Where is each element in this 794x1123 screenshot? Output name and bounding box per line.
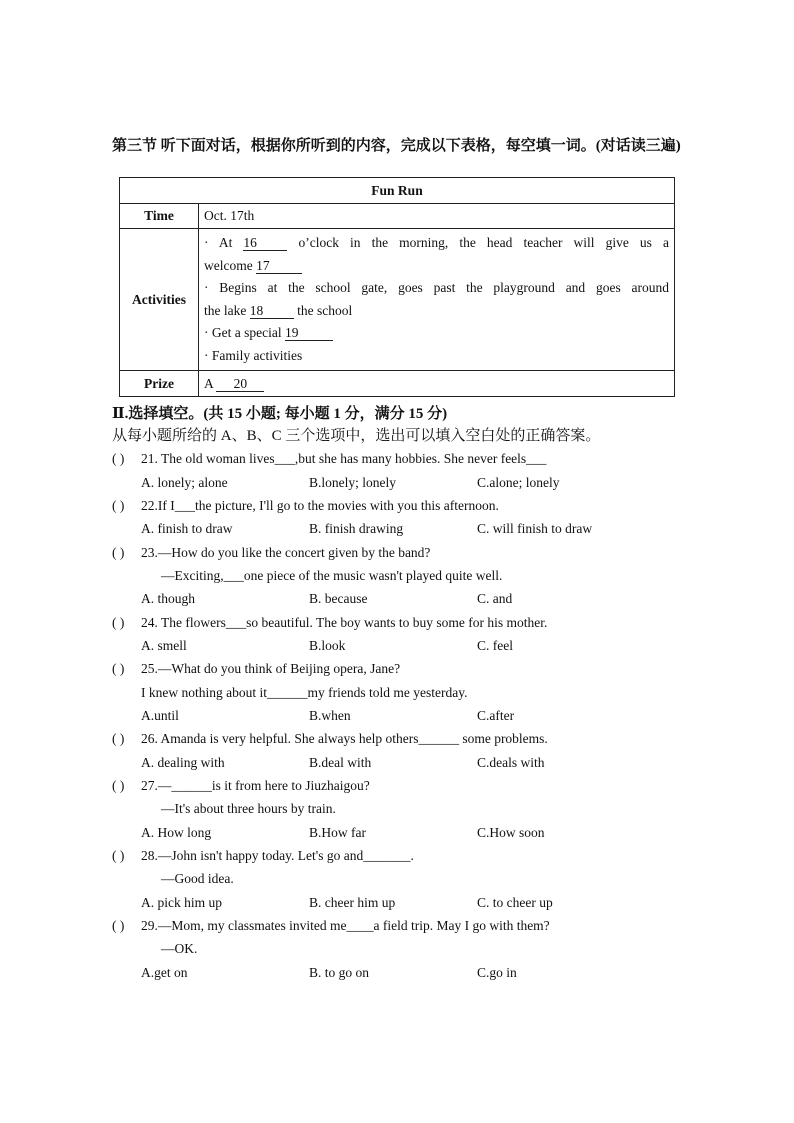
answer-paren[interactable]: ( ) bbox=[112, 848, 125, 863]
activities-cell bbox=[199, 229, 675, 371]
activity-text: o’clock in the morning, the head teacher will give us a bbox=[287, 235, 669, 250]
blank-20[interactable]: 20 bbox=[216, 376, 264, 392]
option-c[interactable]: C. and bbox=[477, 591, 513, 606]
option-b[interactable]: B.when bbox=[309, 708, 351, 723]
option-a[interactable]: A. finish to draw bbox=[141, 521, 233, 536]
option-a[interactable]: A. How long bbox=[141, 825, 212, 840]
question-text: 25.—What do you think of Beijing opera, Jane? bbox=[141, 661, 401, 676]
option-b[interactable]: B.lonely; lonely bbox=[309, 475, 396, 490]
option-a[interactable]: A. smell bbox=[141, 638, 187, 653]
question-text: 23.—How do you like the concert given by the band? bbox=[141, 545, 431, 560]
option-a[interactable]: A.until bbox=[141, 708, 179, 723]
time-value: Oct. 17th bbox=[199, 204, 675, 229]
option-c[interactable]: C. to cheer up bbox=[477, 895, 553, 910]
option-b[interactable]: B.look bbox=[309, 638, 346, 653]
question-23 bbox=[112, 545, 430, 561]
activity-line-5 bbox=[204, 322, 669, 345]
activity-line-1 bbox=[204, 232, 669, 255]
prize-cell bbox=[199, 371, 675, 397]
activity-text: the lake bbox=[204, 302, 250, 318]
prize-text: A bbox=[204, 375, 217, 391]
option-a[interactable]: A. pick him up bbox=[141, 895, 222, 910]
option-b[interactable]: B. because bbox=[309, 591, 368, 606]
question-text: 22.If I___the picture, I'll go to the movies with you this afternoon. bbox=[141, 498, 499, 513]
question-text: 28.—John isn't happy today. Let's go and_______. bbox=[141, 848, 414, 863]
section2-instruction: 从每小题所给的 A、B、C 三个选项中，选出可以填入空白处的正确答案。 bbox=[112, 428, 601, 444]
activity-text: the school bbox=[293, 302, 353, 318]
activity-text: · Get a special bbox=[204, 325, 285, 340]
question-27 bbox=[112, 778, 370, 794]
question-22 bbox=[112, 498, 499, 514]
blank-17[interactable]: 17 bbox=[256, 258, 302, 274]
question-21 bbox=[112, 451, 546, 467]
blank-16[interactable]: 16 bbox=[243, 235, 287, 251]
option-c[interactable]: C.after bbox=[477, 708, 515, 723]
option-b[interactable]: B. cheer him up bbox=[309, 895, 396, 910]
option-b[interactable]: B.How far bbox=[309, 825, 366, 840]
answer-paren[interactable]: ( ) bbox=[112, 778, 125, 793]
table-title-row bbox=[120, 178, 675, 204]
answer-paren[interactable]: ( ) bbox=[112, 545, 125, 560]
question-27-reply: —It's about three hours by train. bbox=[161, 801, 336, 816]
question-23-reply: —Exciting,___one piece of the music wasn't played quite well. bbox=[161, 568, 503, 583]
table-row-time bbox=[120, 204, 675, 229]
question-text: 29.—Mom, my classmates invited me____a field trip. May I go with them? bbox=[141, 918, 550, 933]
question-29-reply: —OK. bbox=[161, 941, 198, 956]
answer-paren[interactable]: ( ) bbox=[112, 498, 125, 513]
question-29 bbox=[112, 918, 550, 934]
question-text: 27.—______is it from here to Jiuzhaigou? bbox=[141, 778, 370, 793]
answer-paren[interactable]: ( ) bbox=[112, 918, 125, 933]
question-26 bbox=[112, 731, 548, 747]
activity-line-2 bbox=[204, 255, 669, 278]
option-b[interactable]: B. finish drawing bbox=[309, 521, 404, 536]
fun-run-table bbox=[119, 177, 675, 397]
option-a[interactable]: A. though bbox=[141, 591, 195, 606]
option-a[interactable]: A. dealing with bbox=[141, 755, 225, 770]
option-c[interactable]: C. will finish to draw bbox=[477, 521, 593, 536]
table-title: Fun Run bbox=[120, 178, 675, 204]
question-text: 21. The old woman lives___,but she has many hobbies. She never feels___ bbox=[141, 451, 547, 466]
option-c[interactable]: C.How soon bbox=[477, 825, 545, 840]
activities-label: Activities bbox=[120, 229, 199, 371]
question-28-reply: —Good idea. bbox=[161, 871, 234, 886]
question-25 bbox=[112, 661, 400, 677]
answer-paren[interactable]: ( ) bbox=[112, 731, 125, 746]
question-text: 26. Amanda is very helpful. She always help others______ some problems. bbox=[141, 731, 548, 746]
answer-paren[interactable]: ( ) bbox=[112, 615, 125, 630]
blank-18[interactable]: 18 bbox=[250, 303, 294, 319]
question-text: 24. The flowers___so beautiful. The boy wants to buy some for his mother. bbox=[141, 615, 548, 630]
option-a[interactable]: A. lonely; alone bbox=[141, 475, 228, 490]
option-c[interactable]: C.go in bbox=[477, 965, 517, 980]
answer-paren[interactable]: ( ) bbox=[112, 451, 125, 466]
option-a[interactable]: A.get on bbox=[141, 965, 188, 980]
blank-19[interactable]: 19 bbox=[285, 325, 333, 341]
activity-text: · Begins at the school gate, goes past the playground and goes around bbox=[204, 280, 669, 295]
option-b[interactable]: B. to go on bbox=[309, 965, 370, 980]
option-c[interactable]: C. feel bbox=[477, 638, 513, 653]
section2-heading: Ⅱ.选择填空。(共 15 小题; 每小题 1 分，满分 15 分) bbox=[112, 406, 448, 422]
prize-label: Prize bbox=[120, 371, 199, 397]
section3-heading: 第三节 听下面对话，根据你所听到的内容，完成以下表格，每空填一词。(对话读三遍) bbox=[112, 138, 681, 154]
activity-line-3 bbox=[204, 277, 669, 300]
activity-line-4 bbox=[204, 300, 669, 323]
table-row-prize bbox=[120, 371, 675, 397]
activity-text: welcome bbox=[204, 257, 257, 273]
question-28 bbox=[112, 848, 414, 864]
activity-text: · At bbox=[204, 235, 244, 250]
option-c[interactable]: C.alone; lonely bbox=[477, 475, 560, 490]
activity-line-6: · Family activities bbox=[204, 347, 303, 363]
question-24 bbox=[112, 615, 547, 631]
time-label: Time bbox=[120, 204, 199, 229]
option-b[interactable]: B.deal with bbox=[309, 755, 372, 770]
option-c[interactable]: C.deals with bbox=[477, 755, 545, 770]
question-25-reply: I knew nothing about it______my friends told me yesterday. bbox=[141, 685, 468, 700]
table-row-activities bbox=[120, 229, 675, 371]
answer-paren[interactable]: ( ) bbox=[112, 661, 125, 676]
